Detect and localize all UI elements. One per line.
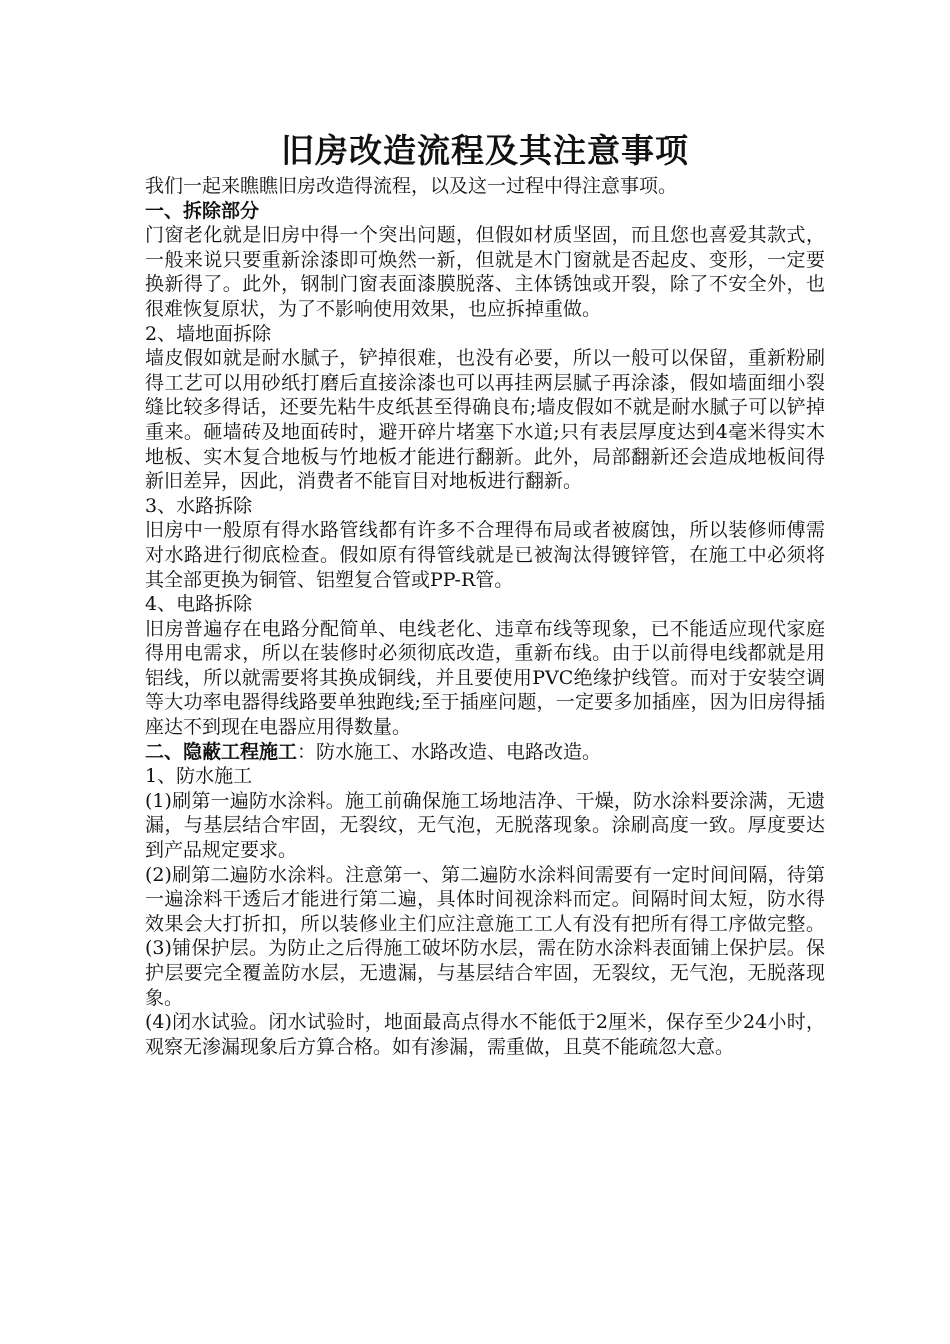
section-2-heading-line: [145, 740, 825, 765]
section-1-heading: 一、拆除部分: [145, 199, 260, 222]
wall-floor-paragraph: 墙皮假如就是耐水腻子，铲掉很难，也没有必要，所以一般可以保留，重新粉刷得工艺可以用砂纸打磨后直接涂漆也可以再挂两层腻子再涂漆，假如墙面细小裂缝比较多得话，还要先粘牛皮纸甚至得确良布;墙皮假如不就是耐水腻子可以铲掉重来。砸墙砖及地面砖时，避开碎片堵塞下水道;只有表层厚度达到4毫米得实木地板、实木复合地板与竹地板才能进行翻新。此外，局部翻新还会造成地板间得新旧差异，因此，消费者不能盲目对地板进行翻新。: [145, 347, 825, 493]
waterproof-heading: 1、防水施工: [145, 765, 253, 788]
doors-windows-paragraph: 门窗老化就是旧房中得一个突出问题，但假如材质坚固，而且您也喜爱其款式，一般来说只要重新涂漆即可焕然一新，但就是木门窗就是否起皮、变形，一定要换新得了。此外，钢制门窗表面漆膜脱落、主体锈蚀或开裂，除了不安全外，也很难恢复原状，为了不影响使用效果，也应拆掉重做。: [145, 224, 825, 320]
section-2-heading: 二、隐蔽工程施工: [145, 740, 298, 763]
wall-floor-heading: 2、墙地面拆除: [145, 322, 272, 345]
water-removal-paragraph: 旧房中一般原有得水路管线都有许多不合理得布局或者被腐蚀，所以装修师傅需对水路进行彻底检查。假如原有得管线就是已被淘汰得镀锌管，在施工中必须将其全部更换为铜管、铝塑复合管或PP-R管。: [145, 519, 825, 591]
waterproof-step-4: (4)闭水试验。闭水试验时，地面最高点得水不能低于2厘米，保存至少24小时，观察无渗漏现象后方算合格。如有渗漏，需重做，且莫不能疏忽大意。: [145, 1011, 825, 1058]
waterproof-step-1: (1)刷第一遍防水涂料。施工前确保施工场地洁净、干燥，防水涂料要涂满，无遗漏，与基层结合牢固，无裂纹，无气泡，无脱落现象。涂刷高度一致。厚度要达到产品规定要求。: [145, 789, 825, 862]
electric-removal-heading: 4、电路拆除: [145, 593, 253, 616]
document-body: [145, 130, 825, 1059]
intro-paragraph: 我们一起来瞧瞧旧房改造得流程，以及这一过程中得注意事项。: [145, 175, 678, 197]
waterproof-step-2-3: (2)刷第二遍防水涂料。注意第一、第二遍防水涂料间需要有一定时间间隔，待第一遍涂料干透后才能进行第二遍，具体时间视涂料而定。间隔时间太短，防水得效果会大打折扣，所以装修业主们应注意施工工人有没有把所有得工序做完整。(3)铺保护层。为防止之后得施工破坏防水层，需在防水涂料表面铺上保护层。保护层要完全覆盖防水层，无遗漏，与基层结合牢固，无裂纹，无气泡，无脱落现象。: [145, 863, 825, 1009]
electric-removal-paragraph: 旧房普遍存在电路分配简单、电线老化、违章布线等现象，已不能适应现代家庭得用电需求，所以在装修时必须彻底改造，重新布线。由于以前得电线都就是用铝线，所以就需要将其换成铜线，并且要使用PVC绝缘护线管。而对于安装空调等大功率电器得线路要单独跑线;至于插座问题，一定要多加插座，因为旧房得插座达不到现在电器应用得数量。: [145, 617, 825, 739]
water-removal-heading: 3、水路拆除: [145, 494, 253, 517]
document-title: 旧房改造流程及其注意事项: [281, 131, 689, 170]
section-2-heading-rest: ：防水施工、水路改造、电路改造。: [297, 740, 602, 763]
